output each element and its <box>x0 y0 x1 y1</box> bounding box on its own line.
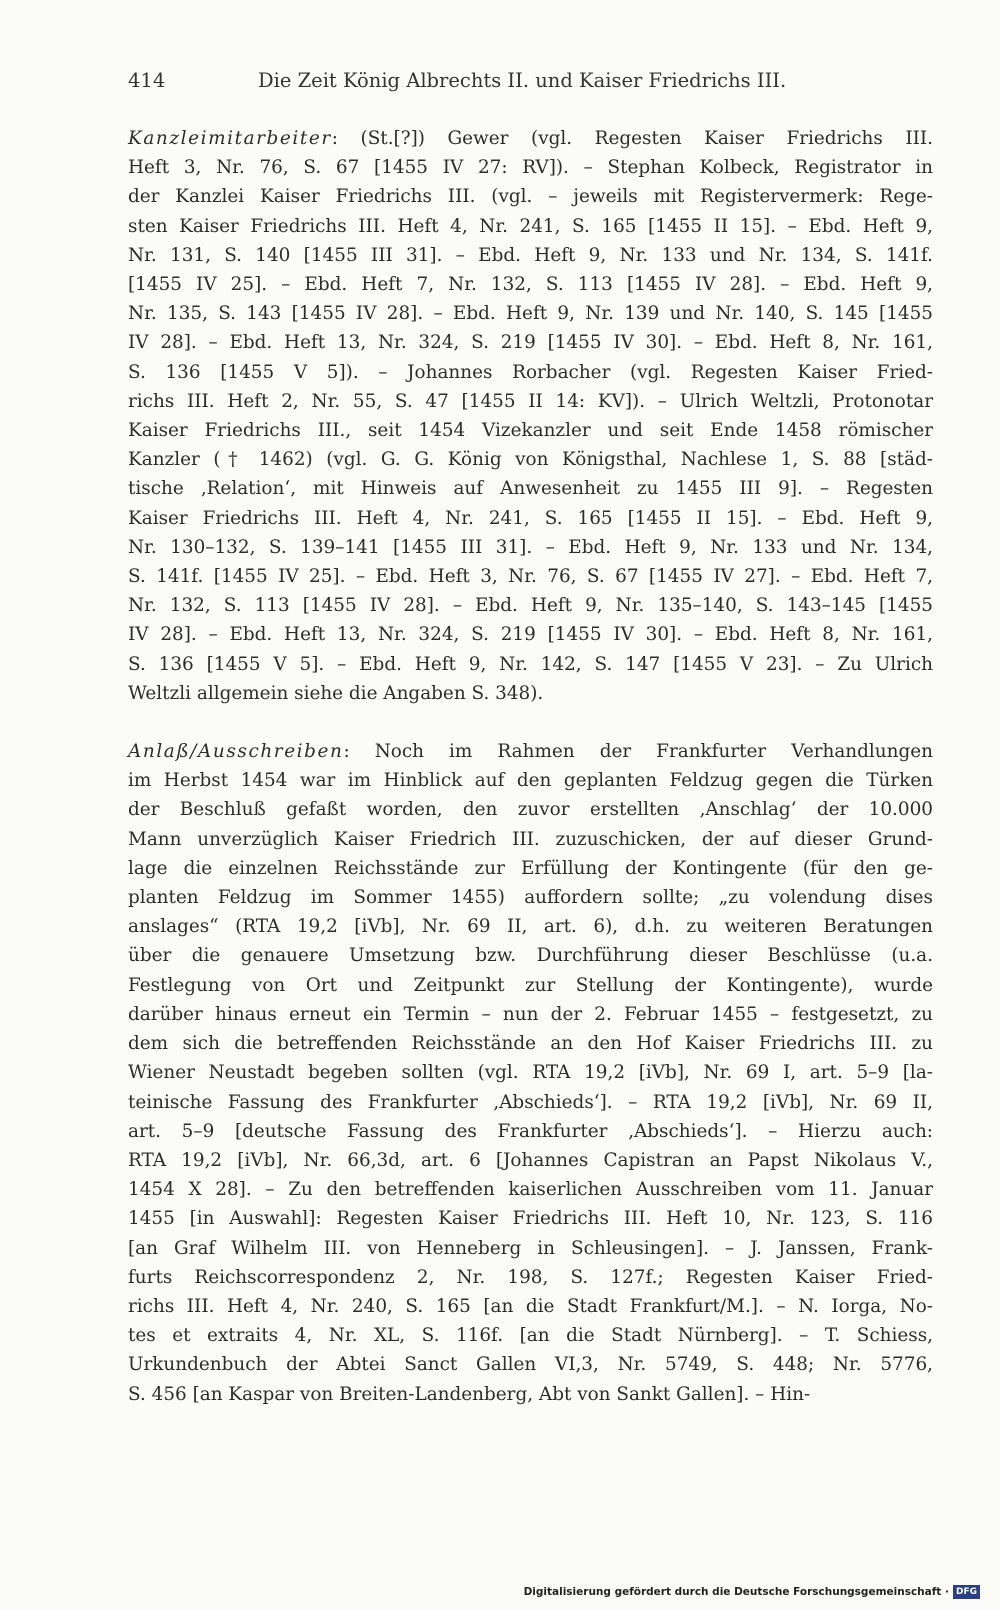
line-text: S. 456 [an Kaspar von Breiten-Landenberg, Abt von Sankt Gallen]. – Hin- <box>128 1383 811 1405</box>
text-line <box>128 1204 933 1233</box>
running-header <box>128 68 908 94</box>
text-line <box>128 1117 933 1146</box>
text-line <box>128 591 933 620</box>
text-line <box>128 795 933 824</box>
line-text: lage die einzelnen Reichsstände zur Erfüllung der Kontingente (für den ge- <box>128 857 933 879</box>
dfg-logo-icon: DFG <box>953 1585 980 1599</box>
line-text: 1454 X 28]. – Zu den betreffenden kaiserlichen Ausschreiben vom 11. Januar <box>128 1179 933 1201</box>
text-line <box>128 737 933 766</box>
text-line <box>128 1380 933 1409</box>
line-text: Nr. 130–132, S. 139–141 [1455 III 31]. – Ebd. Heft 9, Nr. 133 und Nr. 134, <box>128 536 933 558</box>
line-text: der Kanzlei Kaiser Friedrichs III. (vgl. – jeweils mit Registervermerk: Rege- <box>128 186 933 208</box>
line-text: Kanzler († 1462) (vgl. G. G. König von Königsthal, Nachlese 1, S. 88 [städ- <box>128 449 933 471</box>
line-text: : (St.[?]) Gewer (vgl. Regesten Kaiser Friedrichs III. <box>331 128 933 149</box>
text-line <box>128 1292 933 1321</box>
paragraph-anlass-ausschreiben <box>128 737 933 1409</box>
text-line <box>128 1321 933 1350</box>
line-text: darüber hinaus erneut ein Termin – nun der 2. Februar 1455 – festgesetzt, zu <box>128 1003 933 1025</box>
line-text: furts Reichscorrespondenz 2, Nr. 198, S. 127f.; Regesten Kaiser Fried- <box>128 1266 933 1288</box>
line-text: tische ‚Relation‘, mit Hinweis auf Anwesenheit zu 1455 III 9]. – Regesten <box>128 478 933 500</box>
text-line <box>128 1175 933 1204</box>
line-text: Wiener Neustadt begeben sollten (vgl. RTA 19,2 [iVb], Nr. 69 I, art. 5–9 [la- <box>128 1062 933 1084</box>
line-text: IV 28]. – Ebd. Heft 13, Nr. 324, S. 219 [1455 IV 30]. – Ebd. Heft 8, Nr. 161, <box>128 332 933 354</box>
line-text: Nr. 131, S. 140 [1455 III 31]. – Ebd. Heft 9, Nr. 133 und Nr. 134, S. 141f. <box>128 244 933 266</box>
text-line <box>128 1029 933 1058</box>
text-line <box>128 650 933 679</box>
text-line <box>128 825 933 854</box>
line-text: Nr. 132, S. 113 [1455 IV 28]. – Ebd. Heft 9, Nr. 135–140, S. 143–145 [1455 <box>128 595 933 617</box>
text-line <box>128 1234 933 1263</box>
line-text: richs III. Heft 2, Nr. 55, S. 47 [1455 II 14: KV]). – Ulrich Weltzli, Protonotar <box>128 390 933 412</box>
section-label: Kanzleimitarbeiter <box>128 128 332 149</box>
text-line <box>128 766 933 795</box>
line-text: IV 28]. – Ebd. Heft 13, Nr. 324, S. 219 [1455 IV 30]. – Ebd. Heft 8, Nr. 161, <box>128 624 933 646</box>
line-text: [an Graf Wilhelm III. von Henneberg in Schleusingen]. – J. Janssen, Frank- <box>128 1237 933 1259</box>
line-text: Festlegung von Ort und Zeitpunkt zur Stellung der Kontingente), wurde <box>128 974 933 996</box>
line-text: sten Kaiser Friedrichs III. Heft 4, Nr. 241, S. 165 [1455 II 15]. – Ebd. Heft 9, <box>128 215 933 237</box>
text-line <box>128 1088 933 1117</box>
text-line <box>128 1058 933 1087</box>
running-title: Die Zeit König Albrechts II. und Kaiser Friedrichs III. <box>258 69 787 92</box>
line-text: Heft 3, Nr. 76, S. 67 [1455 IV 27: RV]). – Stephan Kolbeck, Registrator in <box>128 157 933 179</box>
line-text: Kaiser Friedrichs III. Heft 4, Nr. 241, S. 165 [1455 II 15]. – Ebd. Heft 9, <box>128 507 933 529</box>
line-text: Weltzli allgemein siehe die Angaben S. 348). <box>128 682 544 704</box>
line-text: über die genauere Umsetzung bzw. Durchführung dieser Beschlüsse (u.a. <box>128 945 933 967</box>
line-text: tes et extraits 4, Nr. XL, S. 116f. [an die Stadt Nürnberg]. – T. Schiess, <box>128 1325 933 1347</box>
text-line <box>128 299 933 328</box>
line-text: S. 136 [1455 V 5]). – Johannes Rorbacher (vgl. Regesten Kaiser Fried- <box>128 361 933 383</box>
text-line <box>128 971 933 1000</box>
text-line <box>128 270 933 299</box>
text-line <box>128 562 933 591</box>
line-text: Nr. 135, S. 143 [1455 IV 28]. – Ebd. Heft 9, Nr. 139 und Nr. 140, S. 145 [1455 <box>128 303 933 325</box>
text-line <box>128 1000 933 1029</box>
text-line <box>128 941 933 970</box>
text-line <box>128 1146 933 1175</box>
text-line <box>128 241 933 270</box>
line-text: [1455 IV 25]. – Ebd. Heft 7, Nr. 132, S. 113 [1455 IV 28]. – Ebd. Heft 9, <box>128 274 933 296</box>
line-text: dem sich die betreffenden Reichsstände an den Hof Kaiser Friedrichs III. zu <box>128 1033 933 1055</box>
text-line <box>128 153 933 182</box>
line-text: im Herbst 1454 war im Hinblick auf den geplanten Feldzug gegen die Türken <box>128 770 933 792</box>
line-text: teinische Fassung des Frankfurter ‚Abschieds‘]. – RTA 19,2 [iVb], Nr. 69 II, <box>128 1091 933 1113</box>
paragraph-gap <box>128 708 933 737</box>
text-line <box>128 912 933 941</box>
line-text: Mann unverzüglich Kaiser Friedrich III. zuzuschicken, der auf dieser Grund- <box>128 828 933 850</box>
line-text: richs III. Heft 4, Nr. 240, S. 165 [an die Stadt Frankfurt/M.]. – N. Iorga, No- <box>128 1295 933 1317</box>
line-text: RTA 19,2 [iVb], Nr. 66,3d, art. 6 [Johannes Capistran an Papst Nikolaus V., <box>128 1149 933 1171</box>
section-label: Anlaß/Ausschreiben <box>128 741 344 763</box>
text-line <box>128 854 933 883</box>
line-text: : Noch im Rahmen der Frankfurter Verhandlungen <box>343 741 933 763</box>
text-line <box>128 504 933 533</box>
line-text: planten Feldzug im Sommer 1455) auffordern sollte; „zu volendung dises <box>128 887 933 909</box>
text-line <box>128 358 933 387</box>
line-text: Kaiser Friedrichs III., seit 1454 Vizekanzler und seit Ende 1458 römischer <box>128 420 933 442</box>
text-line <box>128 679 933 708</box>
text-line <box>128 1350 933 1379</box>
text-line <box>128 620 933 649</box>
text-line <box>128 387 933 416</box>
text-line <box>128 474 933 503</box>
line-text: art. 5–9 [deutsche Fassung des Frankfurter ‚Abschieds‘]. – Hierzu auch: <box>128 1120 933 1142</box>
page-number: 414 <box>128 69 166 92</box>
text-line <box>128 533 933 562</box>
text-line <box>128 1263 933 1292</box>
body-text <box>128 124 933 1409</box>
line-text: anslages“ (RTA 19,2 [iVb], Nr. 69 II, art. 6), d.h. zu weiteren Beratungen <box>128 916 933 938</box>
paragraph-kanzleimitarbeiter <box>128 124 933 708</box>
line-text: S. 136 [1455 V 5]. – Ebd. Heft 9, Nr. 142, S. 147 [1455 V 23]. – Zu Ulrich <box>128 653 933 675</box>
line-text: der Beschluß gefaßt worden, den zuvor erstellten ‚Anschlag‘ der 10.000 <box>128 799 933 821</box>
text-line <box>128 212 933 241</box>
line-text: 1455 [in Auswahl]: Regesten Kaiser Friedrichs III. Heft 10, Nr. 123, S. 116 <box>128 1208 933 1230</box>
line-text: Urkundenbuch der Abtei Sanct Gallen VI,3, Nr. 5749, S. 448; Nr. 5776, <box>128 1354 933 1376</box>
text-line <box>128 124 933 153</box>
footer-credit <box>524 1585 980 1599</box>
text-line <box>128 328 933 357</box>
line-text: S. 141f. [1455 IV 25]. – Ebd. Heft 3, Nr. 76, S. 67 [1455 IV 27]. – Ebd. Heft 7, <box>128 566 933 588</box>
text-line <box>128 445 933 474</box>
text-line <box>128 182 933 211</box>
text-line <box>128 883 933 912</box>
footer-credit-text: Digitalisierung gefördert durch die Deutsche Forschungsgemeinschaft · <box>523 1586 949 1598</box>
text-line <box>128 416 933 445</box>
